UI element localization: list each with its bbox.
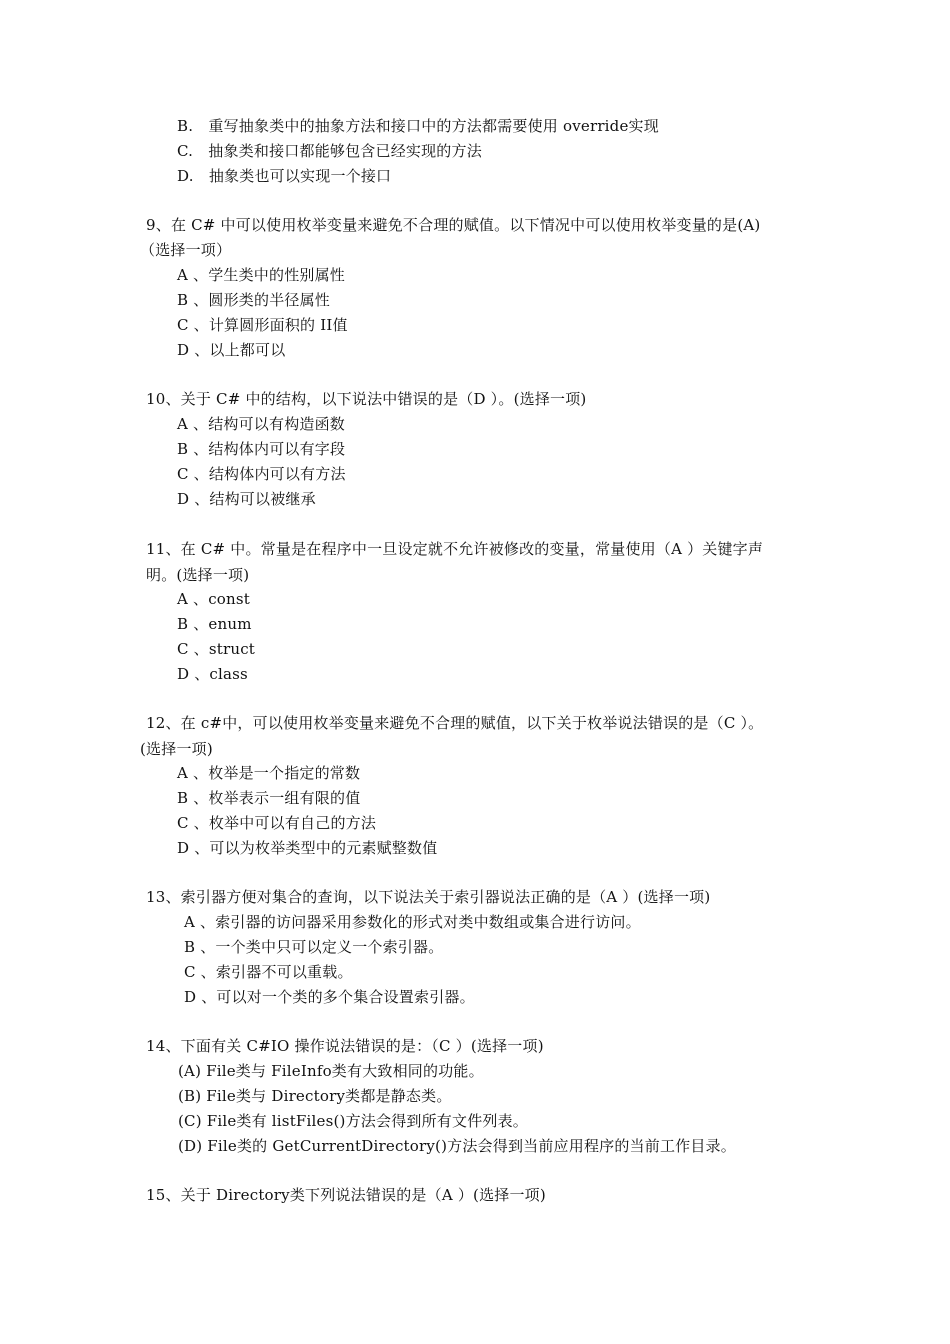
question-9-continuation: （选择一项）	[140, 241, 232, 259]
question-10-option-d: D 、结构可以被继承	[177, 490, 316, 508]
option-d: D. 抽象类也可以实现一个接口	[177, 167, 392, 185]
question-10-option-b: B 、结构体内可以有字段	[177, 440, 346, 458]
question-13: 13、索引器方便对集合的查询，以下说法关于索引器说法正确的是（A ）(选择一项)	[146, 888, 711, 906]
question-13-option-d: D 、可以对一个类的多个集合设置索引器。	[184, 988, 475, 1006]
question-10: 10、关于 C# 中的结构，以下说法中错误的是（D ）。(选择一项)	[146, 390, 587, 408]
question-9-option-a: A 、学生类中的性别属性	[177, 266, 346, 284]
question-12-option-b: B 、枚举表示一组有限的值	[177, 789, 361, 807]
question-11-option-a: A 、const	[177, 590, 251, 608]
option-c: C. 抽象类和接口都能够包含已经实现的方法	[177, 142, 482, 160]
question-9-option-b: B 、圆形类的半径属性	[177, 291, 330, 309]
question-12-option-d: D 、可以为枚举类型中的元素赋整数值	[177, 839, 438, 857]
question-11: 11、在 C# 中。常量是在程序中一旦设定就不允许被修改的变量，常量使用（A ）关键字声	[146, 540, 764, 558]
question-13-option-c: C 、索引器不可以重载。	[184, 963, 353, 981]
question-10-option-a: A 、结构可以有构造函数	[177, 415, 346, 433]
option-b: B. 重写抽象类中的抽象方法和接口中的方法都需要使用 override实现	[177, 117, 659, 135]
question-14: 14、下面有关 C#IO 操作说法错误的是：（C ）(选择一项)	[146, 1037, 544, 1055]
question-11-option-b: B 、enum	[177, 615, 252, 633]
question-15: 15、关于 Directory类下列说法错误的是（A ）(选择一项)	[146, 1186, 546, 1204]
question-13-option-a: A 、索引器的访问器采用参数化的形式对类中数组或集合进行访问。	[184, 913, 641, 931]
question-14-option-d: (D) File类的 GetCurrentDirectory()方法会得到当前应用程序的当前工作目录。	[178, 1137, 736, 1155]
question-10-option-c: C 、结构体内可以有方法	[177, 465, 346, 483]
question-12-option-a: A 、枚举是一个指定的常数	[177, 764, 361, 782]
question-9-option-d: D 、以上都可以	[177, 341, 286, 359]
question-11-option-d: D 、class	[177, 665, 248, 683]
question-11-option-c: C 、struct	[177, 640, 256, 658]
question-9: 9、在 C# 中可以使用枚举变量来避免不合理的赋值。以下情况中可以使用枚举变量的是(A)	[146, 216, 761, 234]
question-14-option-c: (C) File类有 listFiles()方法会得到所有文件列表。	[178, 1112, 528, 1130]
question-14-option-a: (A) File类与 FileInfo类有大致相同的功能。	[178, 1062, 484, 1080]
question-9-option-c: C 、计算圆形面积的 II值	[177, 316, 348, 334]
question-14-option-b: (B) File类与 Directory类都是静态类。	[178, 1087, 452, 1105]
question-13-option-b: B 、一个类中只可以定义一个索引器。	[184, 938, 444, 956]
question-11-continuation: 明。(选择一项)	[146, 566, 250, 584]
question-12-continuation: (选择一项)	[140, 740, 213, 758]
question-12-option-c: C 、枚举中可以有自己的方法	[177, 814, 377, 832]
question-12: 12、在 c#中，可以使用枚举变量来避免不合理的赋值，以下关于枚举说法错误的是（C ）。	[146, 714, 764, 732]
